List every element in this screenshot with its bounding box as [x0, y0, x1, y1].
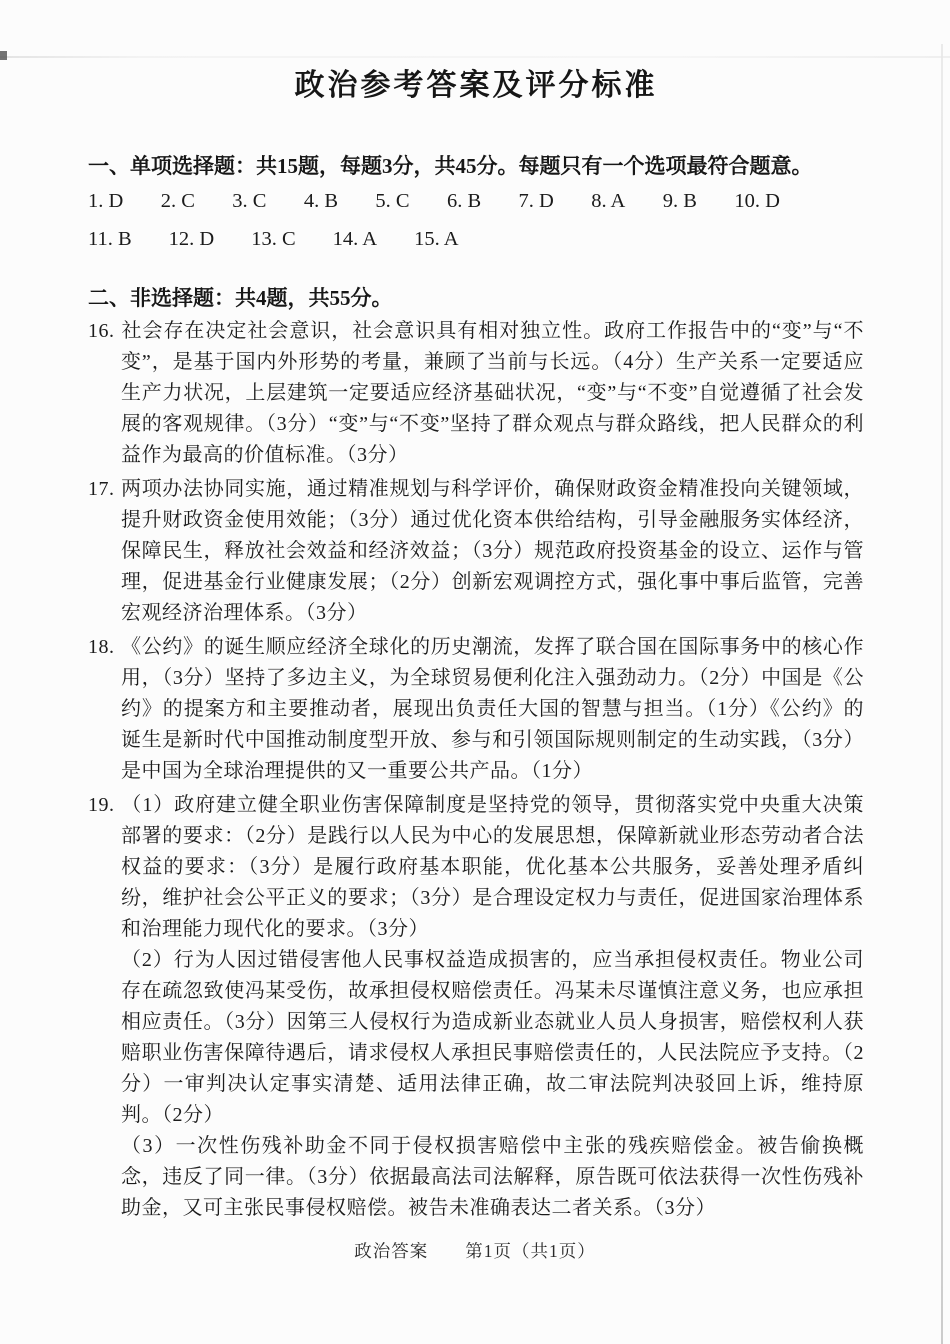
answer-text: 社会存在决定社会意识，社会意识具有相对独立性。政府工作报告中的“变”与“不变”，是基于国内外形势的考量，兼顾了当前与长远。（4分）生产关系一定要适应生产力状况，上层建筑一定要适应经济基础状况，“变”与“不变”自觉遵循了社会发展的客观规律。（3分）“变”与“不变”坚持了群众观点与群众路线，把人民群众的利益作为最高的价值标准。（3分） [121, 320, 864, 466]
mc-answer-1: 1. D [88, 190, 124, 212]
free-response-heading: 二、非选择题：共4题，共55分。 [88, 286, 393, 310]
question-number: 19. [88, 794, 115, 816]
mc-answer-2: 2. C [160, 190, 195, 212]
page-footer: 政治答案 第1页（共1页） [354, 1241, 596, 1261]
mc-answer-10: 10. D [734, 190, 780, 212]
mc-answer-14: 14. A [332, 228, 378, 250]
mc-answer-8: 8. A [591, 190, 626, 212]
question-number: 18. [88, 636, 115, 658]
answer-text: 《公约》的诞生顺应经济全球化的历史潮流，发挥了联合国在国际事务中的核心作用，（3分）坚持了多边主义，为全球贸易便利化注入强劲动力。（2分）中国是《公约》的提案方和主要推动者，展现出负责任大国的智慧与担当。（1分）《公约》的诞生是新时代中国推动制度型开放、参与和引领国际规则制定的生动实践，（3分）是中国为全球治理提供的又一重要公共产品。（1分） [121, 636, 864, 782]
mc-answer-3: 3. C [232, 190, 267, 212]
document-content [88, 0, 864, 1224]
answer-text: （3）一次性伤残补助金不同于侵权损害赔偿中主张的残疾赔偿金。被告偷换概念，违反了同一律。（3分）依据最高法司法解释，原告既可依法获得一次性伤残补助金，又可主张民事侵权赔偿。被告未准确表达二者关系。（3分） [121, 1135, 864, 1219]
section-free-response [88, 284, 864, 1224]
mc-answer-5: 5. C [375, 190, 410, 212]
mc-answer-7: 7. D [518, 190, 554, 212]
mc-answer-15: 15. A [414, 228, 459, 250]
scan-artifact-left-edge-mark [0, 51, 7, 60]
mc-answer-6: 6. B [446, 190, 482, 212]
answer-text: （1）政府建立健全职业伤害保障制度是坚持党的领导，贯彻落实党中央重大决策部署的要求：（2分）是践行以人民为中心的发展思想，保障新就业形态劳动者合法权益的要求：（3分）是履行政府基本职能，优化基本公共服务，妥善处理矛盾纠纷，维护社会公平正义的要求；（3分）是合理设定权力与责任，促进国家治理体系和治理能力现代化的要求。（3分） [121, 794, 864, 940]
mc-answers-row-2 [88, 220, 864, 258]
answer-item-18-paragraph [88, 632, 864, 787]
free-response-items [88, 316, 864, 1224]
answer-item-17 [88, 474, 864, 629]
mc-answer-13: 13. C [251, 228, 296, 250]
question-number: 17. [88, 478, 115, 500]
mc-answer-11: 11. B [88, 228, 132, 250]
answer-item-19-part-1 [88, 790, 864, 945]
mc-answers-row-1 [88, 182, 780, 220]
answer-text: （2）行为人因过错侵害他人民事权益造成损害的，应当承担侵权责任。物业公司存在疏忽致使冯某受伤，故承担侵权赔偿责任。冯某未尽谨慎注意义务，也应承担相应责任。（3分）因第三人侵权行为造成新业态就业人员人身损害，赔偿权利人获赔职业伤害保障待遇后，请求侵权人承担民事赔偿责任的，人民法院应予支持。（2分）一审判决认定事实清楚、适用法律正确，故二审法院判决驳回上诉，维持原判。（2分） [121, 949, 864, 1126]
section-multiple-choice [88, 152, 864, 258]
answer-item-16 [88, 316, 864, 471]
multiple-choice-heading: 一、单项选择题：共15题，每题3分，共45分。每题只有一个选项最符合题意。 [88, 154, 813, 178]
answer-text: 两项办法协同实施，通过精准规划与科学评价，确保财政资金精准投向关键领域，提升财政资金使用效能；（3分）通过优化资本供给结构，引导金融服务实体经济，保障民生，释放社会效益和经济效益；（3分）规范政府投资基金的设立、运作与管理，促进基金行业健康发展；（2分）创新宏观调控方式，强化事中事后监管，完善宏观经济治理体系。（3分） [121, 478, 864, 624]
question-number: 16. [88, 320, 115, 342]
mc-answer-12: 12. D [168, 228, 215, 250]
mc-answer-4: 4. B [303, 190, 338, 212]
scan-artifact-vertical-line [941, 44, 943, 1344]
answer-item-17-paragraph [88, 474, 864, 629]
answer-item-19 [88, 790, 864, 1224]
answer-item-19-part-2 [88, 945, 864, 1131]
answer-item-19-part-3 [88, 1131, 864, 1224]
mc-answer-9: 9. B [662, 190, 697, 212]
answer-item-16-paragraph [88, 316, 864, 471]
answer-item-18 [88, 632, 864, 787]
page-title: 政治参考答案及评分标准 [294, 69, 658, 102]
